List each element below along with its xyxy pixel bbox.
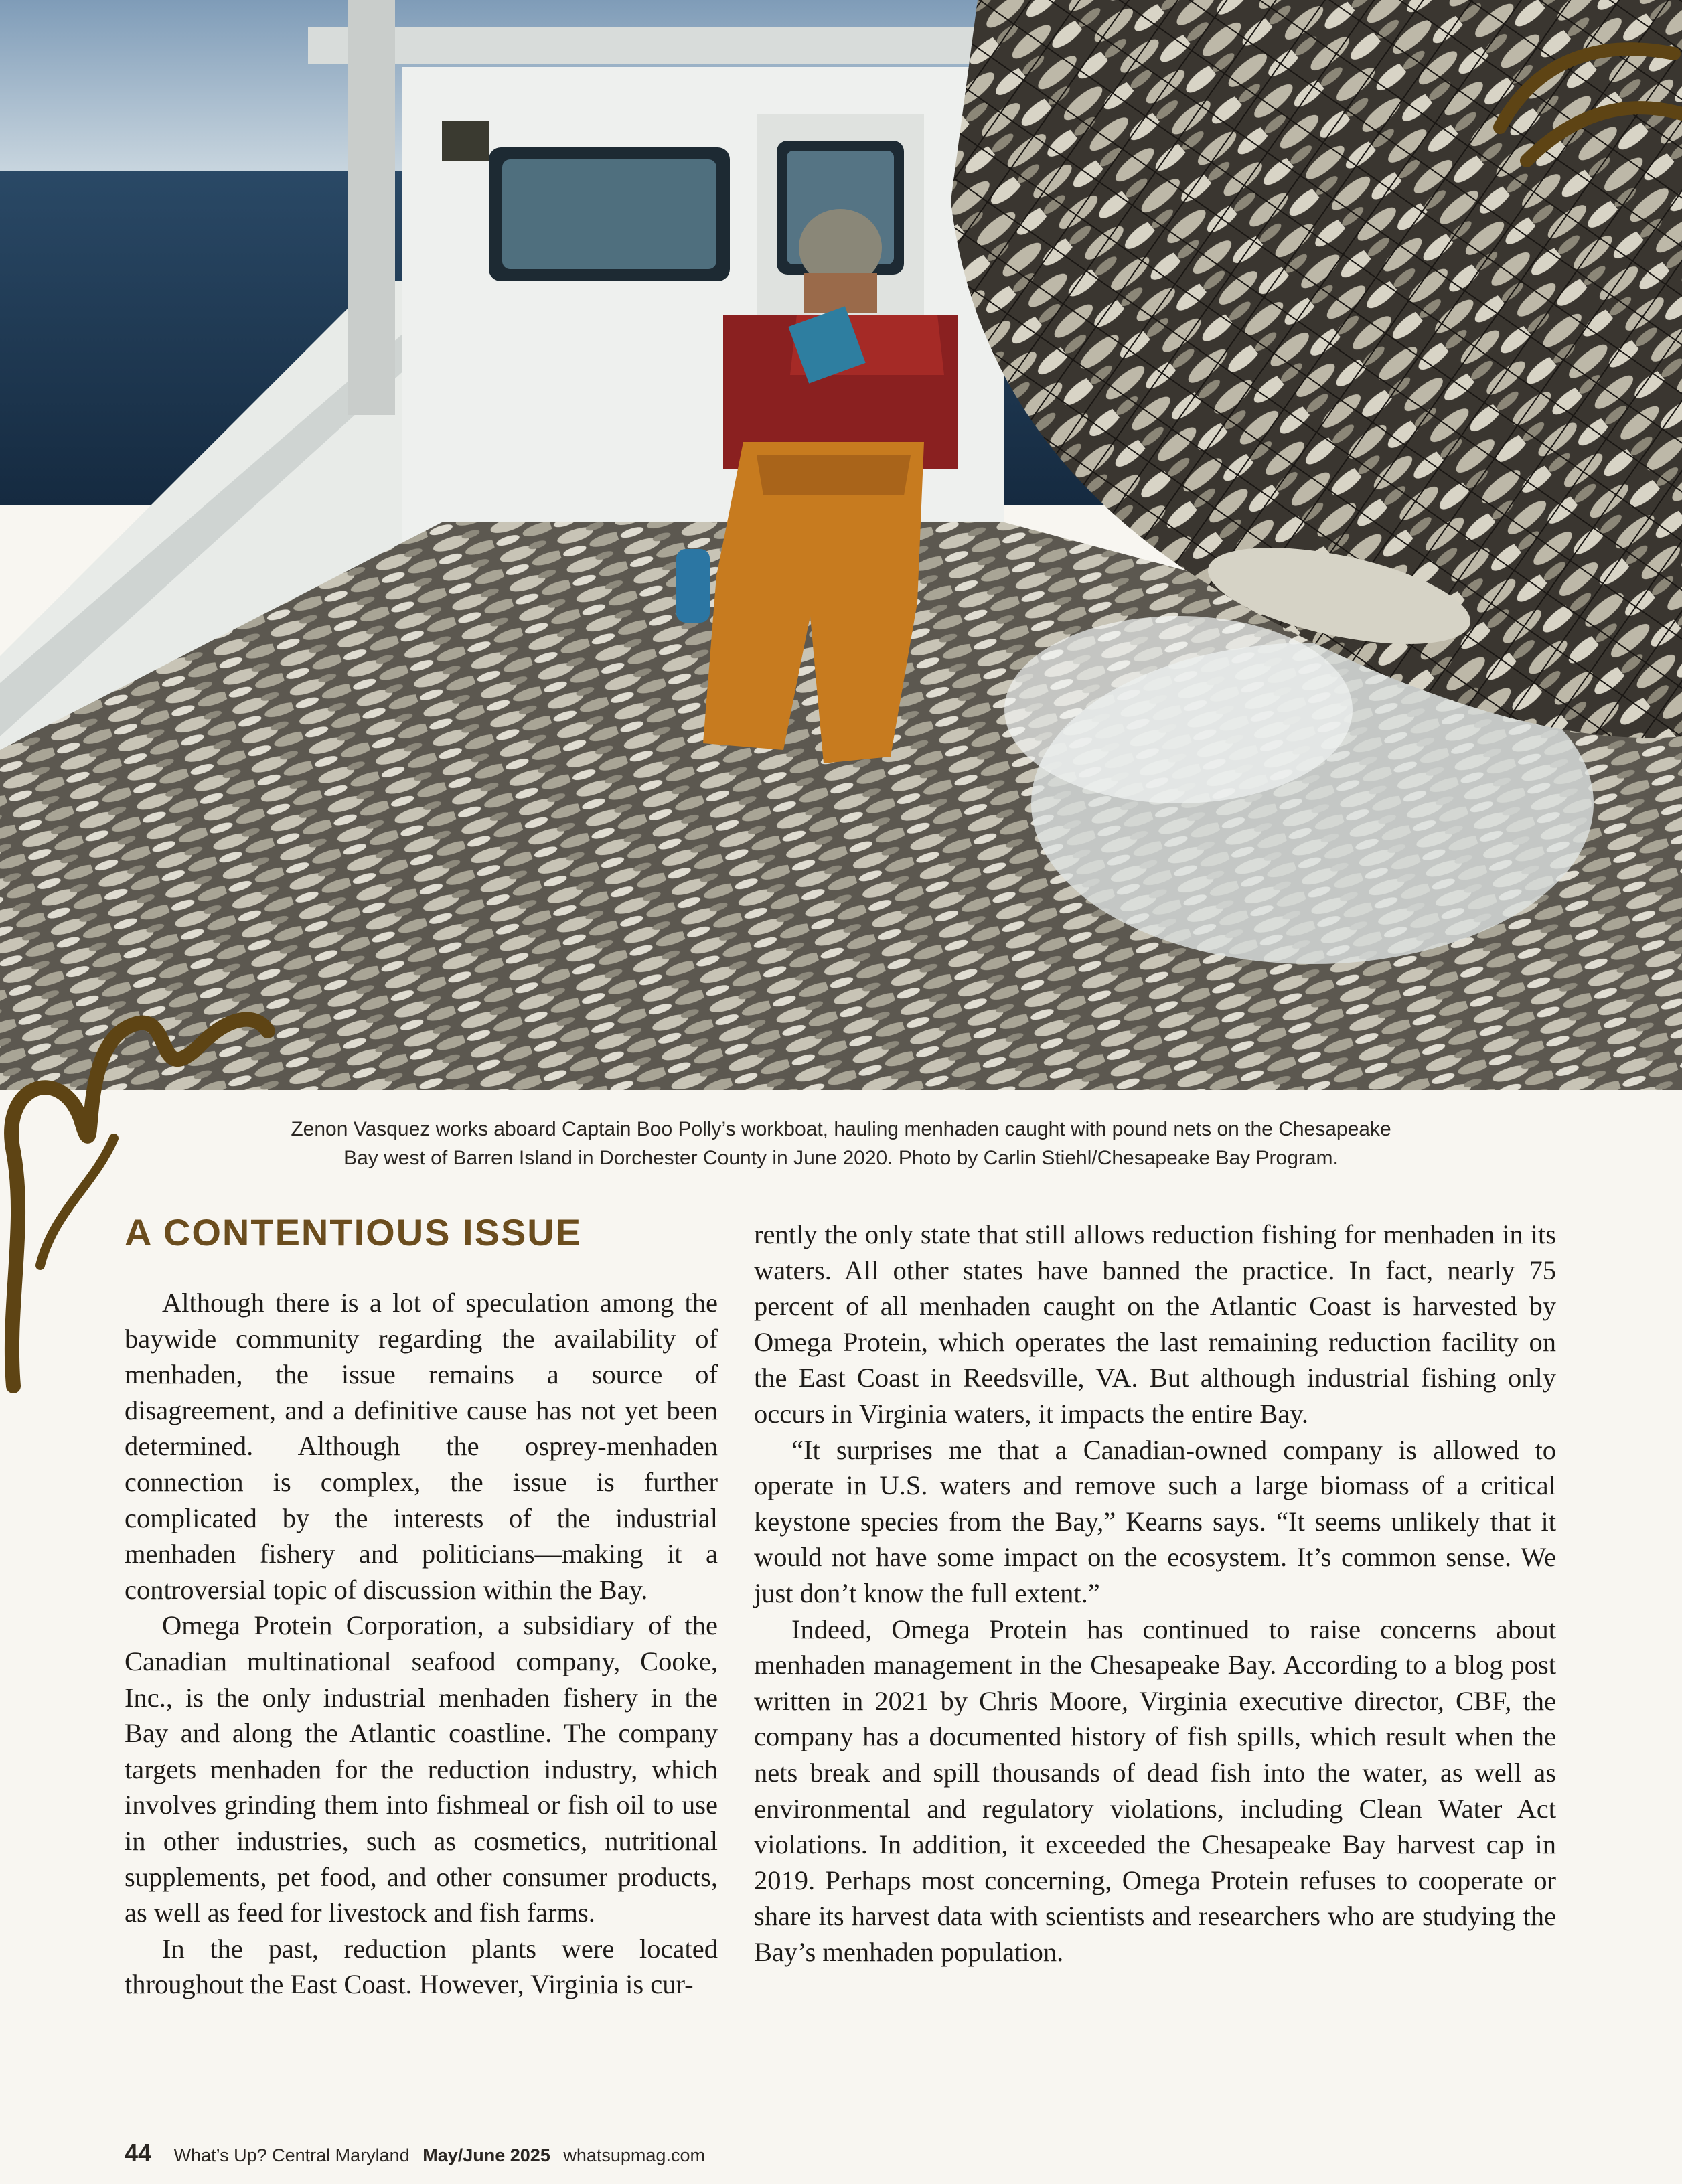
caption-line-2: Bay west of Barren Island in Dorchester County in June 2020. Photo by Carlin Stiehl/Chesapeake Bay Program. [343,1147,1339,1169]
paragraph: Although there is a lot of speculation among the baywide community regarding the availability of menhaden, the issue remains a source of disagreement, and a definitive cause has not yet been determined. Although the osprey-menhaden connection is complex, the issue is further complicated by the interests of the industrial menhaden fishery and politicians—making it a controversial topic of discussion within the Bay. [125,1288,718,1605]
issue-date: May/June 2025 [423,2145,550,2165]
section-heading: A CONTENTIOUS ISSUE [125,1211,583,1253]
paragraph: “It surprises me that a Canadian-owned company is allowed to operate in U.S. waters and remove such a large biomass of a critical keystone species from the Bay,” Kearns says. “It seems unlikely that it would not have some impact on the ecosystem. It’s common sense. We just don’t know the full extent.” [754,1434,1556,1608]
article-column-right [754,1217,1556,1970]
publication-name: What’s Up? Central Maryland [173,2145,410,2165]
page-number: 44 [125,2139,152,2167]
page-footer [125,2139,705,2167]
photo-caption [201,1115,1481,1172]
paragraph: rently the only state that still allows reduction fishing for menhaden in its waters. All other states have banned the practice. In fact, nearly 75 percent of all menhaden caught on the Atlantic Coast is harvested by Omega Protein, which operates the last remaining reduction facility on the East Coast in Reedsville, VA. But although industrial fishing only occurs in Virginia waters, it impacts the entire Bay. [754,1219,1556,1429]
article-column-left [125,1285,718,2003]
paragraph: In the past, reduction plants were located throughout the East Coast. However, Virginia is cur- [125,1933,718,2000]
paragraph: Omega Protein Corporation, a subsidiary of the Canadian multinational seafood company, Cooke, Inc., is the only industrial menhaden fishery in the Bay and along the Atlantic coastline. The company targets menhaden for the reduction industry, which involves grinding them into fishmeal or fish oil to use in other industries, such as cosmetics, nutritional supplements, pet food, and other consumer products, as well as feed for livestock and fish farms. [125,1610,718,1928]
caption-line-1: Zenon Vasquez works aboard Captain Boo Polly’s workboat, hauling menhaden caught with pound nets on the Chesapeake [291,1118,1391,1140]
hero-photo [0,0,1682,1090]
paragraph: Indeed, Omega Protein has continued to raise concerns about menhaden management in the Chesapeake Bay. According to a blog post written in 2021 by Chris Moore, Virginia executive director, CBF, the company has a documented history of fish spills, which result when the nets break and spill thousands of dead fish into the water, as well as environmental and regulatory violations, including Clean Water Act violations. In addition, it exceeded the Chesapeake Bay harvest cap in 2019. Perhaps most concerning, Omega Protein refuses to cooperate or share its harvest data with scientists and researchers who are studying the Bay’s menhaden population. [754,1614,1556,1967]
website-link[interactable]: whatsupmag.com [563,2145,705,2165]
